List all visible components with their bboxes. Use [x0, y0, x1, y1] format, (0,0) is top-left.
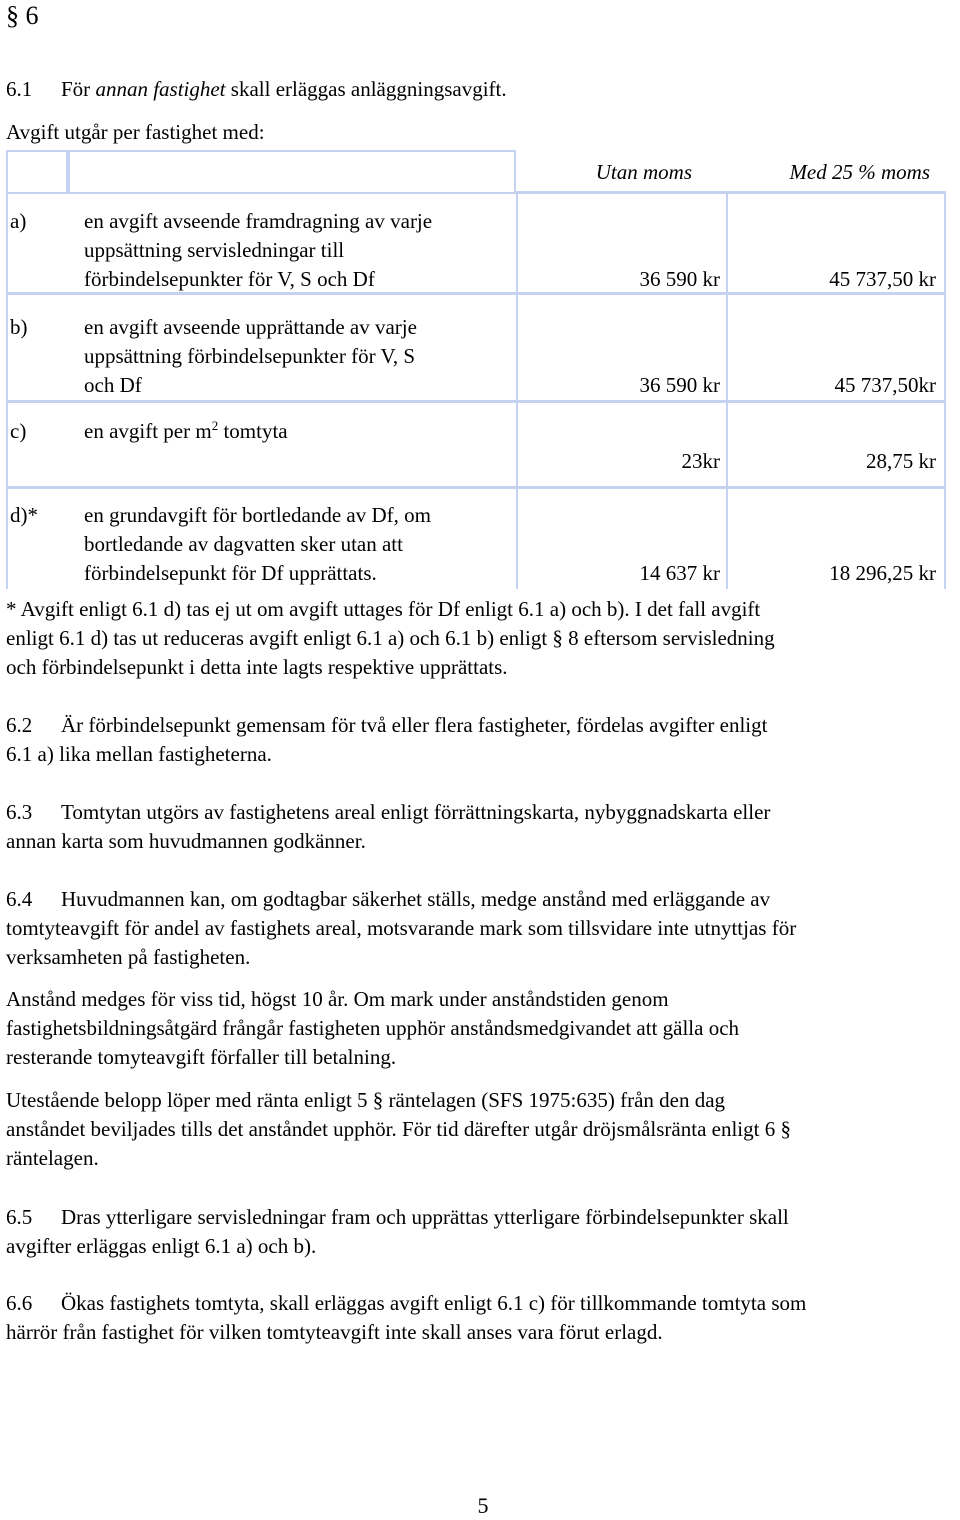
paragraph-6-1: 6.1 För annan fastighet skall erläggas anläggningsavgift. [6, 75, 956, 104]
row-label: a) [10, 209, 27, 233]
column-header-incl-vat: Med 25 % moms [789, 160, 930, 184]
amount-excl-vat: 14 637 kr [639, 561, 720, 585]
table-footnote: * Avgift enligt 6.1 d) tas ej ut om avgift uttages för Df enligt 6.1 a) och b). I det fall avgift enligt 6.1 d) tas ut reduceras avgift enligt 6.1 a) och 6.1 b) enligt § 8 eftersom servisledning och förbindelsepunkt i detta inte lagts respektive upprättats. [6, 597, 775, 679]
fee-table [6, 150, 946, 592]
row-description: en avgift avseende upprättande av varje uppsättning förbindelsepunkter för V, S och Df [84, 315, 417, 397]
amount-excl-vat: 23kr [681, 449, 720, 473]
table-row [6, 194, 946, 295]
intro-line: Avgift utgår per fastighet med: [6, 120, 265, 144]
row-label: b) [10, 315, 28, 339]
row-description: en grundavgift för bortledande av Df, om bortledande av dagvatten sker utan att förbindelsepunkt för Df upprättats. [84, 503, 431, 585]
paragraph-6-4-deferral: Anstånd medges för viss tid, högst 10 år. Om mark under anståndstiden genom fastighetsbildningsåtgärd frångår fastigheten upphör anståndsmedgivandet att gälla och resterande tomyteavgift förfaller till betalning. [6, 987, 740, 1069]
table-header [6, 150, 946, 194]
amount-incl-vat: 28,75 kr [866, 449, 936, 473]
paragraph-6-4: 6.4 Huvudmannen kan, om godtagbar säkerhet ställs, medge anstånd med erläggande av tomtyteavgift för andel av fastighets areal, motsvarande mark som tillsvidare inte utnyttjas för verksamheten på fastigheten. [6, 887, 797, 969]
amount-incl-vat: 45 737,50kr [834, 373, 936, 397]
paragraph-number: 6.1 [6, 77, 33, 101]
row-label: c) [10, 419, 27, 443]
table-row [6, 295, 946, 403]
paragraph-6-2: 6.2 Är förbindelsepunkt gemensam för två eller flera fastigheter, fördelas avgifter enligt 6.1 a) lika mellan fastigheterna. [6, 713, 768, 766]
row-label: d)* [10, 503, 38, 527]
paragraph-6-3: 6.3 Tomtytan utgörs av fastighetens areal enligt förrättningskarta, nybyggnadskarta eller annan karta som huvudmannen godkänner. [6, 800, 771, 853]
amount-excl-vat: 36 590 kr [639, 373, 720, 397]
paragraph-number: 6.6 [6, 1291, 33, 1315]
paragraph-number: 6.5 [6, 1205, 33, 1229]
table-row [6, 489, 946, 589]
table-row [6, 403, 946, 489]
paragraph-6-5: 6.5 Dras ytterligare servisledningar fram och upprättas ytterligare förbindelsepunkter skall avgifter erläggas enligt 6.1 a) och b). [6, 1205, 789, 1258]
row-description: en avgift avseende framdragning av varje uppsättning servisledningar till förbindelsepunkter för V, S och Df [84, 209, 433, 291]
amount-excl-vat: 36 590 kr [639, 267, 720, 291]
amount-incl-vat: 45 737,50 kr [829, 267, 936, 291]
section-heading: § 6 [6, 1, 39, 30]
amount-incl-vat: 18 296,25 kr [829, 561, 936, 585]
page-number: 5 [477, 1493, 489, 1518]
row-description: en avgift per $m^2$ tomtyta [84, 418, 288, 443]
paragraph-6-6: 6.6 Ökas fastighets tomtyta, skall erläggas avgift enligt 6.1 c) för tillkommande tomtyta som härrör från fastighet för vilken tomtyteavgift inte skall anses vara förut erlagd. [6, 1291, 807, 1344]
paragraph-6-4-interest: Utestående belopp löper med ränta enligt 5 § räntelagen (SFS 1975:635) från den dag anståndet beviljades tills det anståndet upphör. För tid därefter utgår dröjsmålsränta enligt 6 § räntelagen. [6, 1088, 791, 1170]
column-header-excl-vat: Utan moms [595, 160, 692, 184]
emphasis: annan fastighet [95, 77, 226, 101]
paragraph-number: 6.3 [6, 800, 33, 824]
paragraph-number: 6.4 [6, 887, 33, 911]
paragraph-number: 6.2 [6, 713, 33, 737]
